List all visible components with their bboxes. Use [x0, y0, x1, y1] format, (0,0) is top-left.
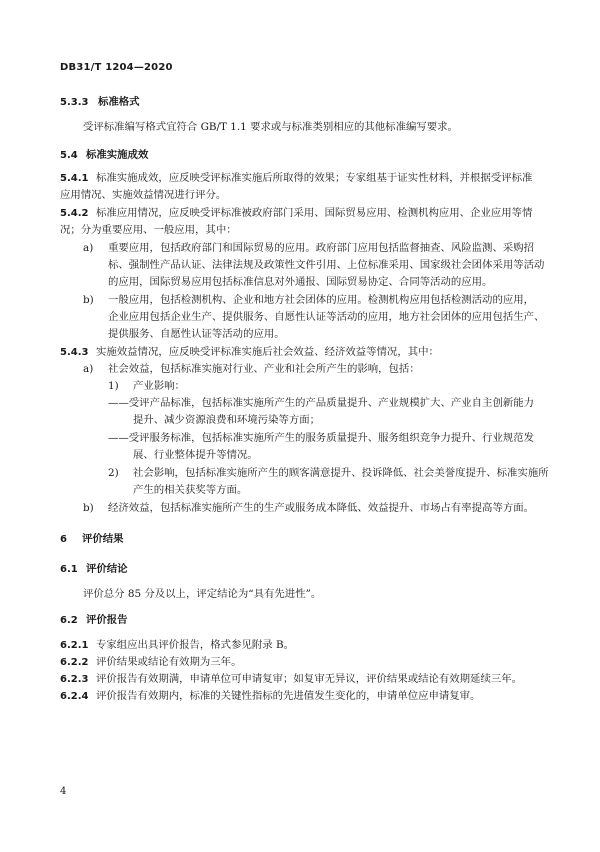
- list-marker: a): [83, 242, 94, 254]
- list-marker: b): [83, 502, 94, 514]
- dash-item-line: 展、行业整体提升等情况。: [133, 449, 258, 461]
- dash-item-line: ——受评服务标准，包括标准实施所产生的服务质量提升、服务组织竞争力提升、行业规范发: [108, 432, 535, 444]
- list-item-line: 社会效益，包括标准实施对行业、产业和社会所产生的影响，包括：: [108, 363, 420, 375]
- section-5-4-2-line: 标准应用情况，应反映受评标准被政府部门采用、国际贸易应用、检测机构应用、企业应用等情: [96, 207, 533, 219]
- section-5-4-2-line: 况；分为重要应用、一般应用，其中：: [60, 224, 237, 236]
- sublist-marker: 1): [108, 380, 119, 392]
- dash-item-line: 提升、减少资源浪费和环境污染等方面；: [133, 414, 321, 426]
- list-item-line: 的应用，国际贸易应用包括标准信息对外通报、国际贸易协定、合同等活动的应用。: [108, 276, 493, 288]
- list-item-line: 企业应用包括企业生产、提供服务、自愿性认证等活动的应用，地方社会团体的应用包括生产、: [108, 311, 545, 323]
- list-marker: b): [83, 294, 94, 306]
- list-item-line: 标、强制性产品认证、法律法规及政策性文件引用、上位标准采用、国家级社会团体采用等活动: [108, 259, 545, 271]
- list-item-line: 一般应用，包括检测机构、企业和地方社会团体的应用。检测机构应用包括检测活动的应用，: [108, 294, 535, 306]
- section-6-2-1-text: 专家组应出具评价报告，格式参见附录 B。: [96, 639, 294, 651]
- section-6-2-4-number: 6.2.4: [60, 691, 89, 702]
- section-6-2-3-number: 6.2.3: [60, 674, 89, 685]
- section-6-2-number: 6.2: [60, 615, 78, 626]
- list-item-line: 提供服务、自愿性认证等活动的应用。: [108, 328, 285, 340]
- dash-item-line: ——受评产品标准，包括标准实施所产生的产品质量提升、产业规模扩大、产业自主创新能力: [108, 397, 535, 409]
- list-item-line: 经济效益，包括标准实施所产生的生产或服务成本降低、效益提升、市场占有率提高等方面。: [108, 502, 535, 514]
- section-6-number: 6: [60, 534, 67, 545]
- section-5-4-1-number: 5.4.1: [60, 173, 89, 184]
- section-6-2-3-text: 评价报告有效期满，申请单位可申请复审；如复审无异议，评价结果或结论有效期延续三年。: [96, 673, 523, 685]
- section-6-2-2-text: 评价结果或结论有效期为三年。: [96, 656, 242, 668]
- sublist-marker: 2): [108, 467, 119, 479]
- section-6-1-text: 评价总分 85 分及以上，评定结论为“具有先进性”。: [83, 588, 322, 600]
- section-5-4-1-line: 应用情况、实施效益情况进行评分。: [60, 189, 227, 201]
- section-5-4-3-number: 5.4.3: [60, 347, 89, 358]
- list-item-line: 重要应用，包括政府部门和国际贸易的应用。政府部门应用包括监督抽查、风险监测、采购招: [108, 242, 535, 254]
- sublist-item-line: 社会影响，包括标准实施所产生的顾客满意提升、投诉降低、社会美誉度提升、标准实施所: [133, 467, 549, 479]
- section-5-3-3-text: 受评标准编写格式宜符合 GB/T 1.1 要求或与标准类别相应的其他标准编写要求。: [83, 121, 458, 133]
- section-5-4-2-number: 5.4.2: [60, 208, 89, 219]
- section-5-4-3-line: 实施效益情况，应反映受评标准实施后社会效益、经济效益等情况，其中：: [96, 346, 439, 358]
- section-6-2-1-number: 6.2.1: [60, 640, 89, 651]
- section-5-4-title: 标准实施成效: [86, 149, 149, 161]
- section-6-2-2-number: 6.2.2: [60, 657, 89, 668]
- section-5-4-number: 5.4: [60, 150, 78, 161]
- section-6-1-number: 6.1: [60, 564, 78, 575]
- sublist-item-line: 产生的相关获奖等方面。: [133, 484, 248, 496]
- page-number: 4: [60, 786, 67, 797]
- section-5-3-3-number: 5.3.3: [60, 97, 89, 108]
- section-6-title: 评价结果: [82, 533, 124, 545]
- list-marker: a): [83, 363, 94, 375]
- section-5-3-3-title: 标准格式: [98, 96, 140, 108]
- sublist-item-line: 产业影响：: [133, 380, 185, 392]
- section-5-4-1-line: 标准实施成效，应反映受评标准实施后所取得的效果；专家组基于证实性材料，并根据受评标准: [96, 172, 533, 184]
- section-6-2-title: 评价报告: [86, 614, 128, 626]
- section-6-1-title: 评价结论: [86, 563, 128, 575]
- section-6-2-4-text: 评价报告有效期内，标准的关键性指标的先进值发生变化的，申请单位应申请复审。: [96, 690, 481, 702]
- standard-code-header: DB31/T 1204—2020: [60, 62, 173, 73]
